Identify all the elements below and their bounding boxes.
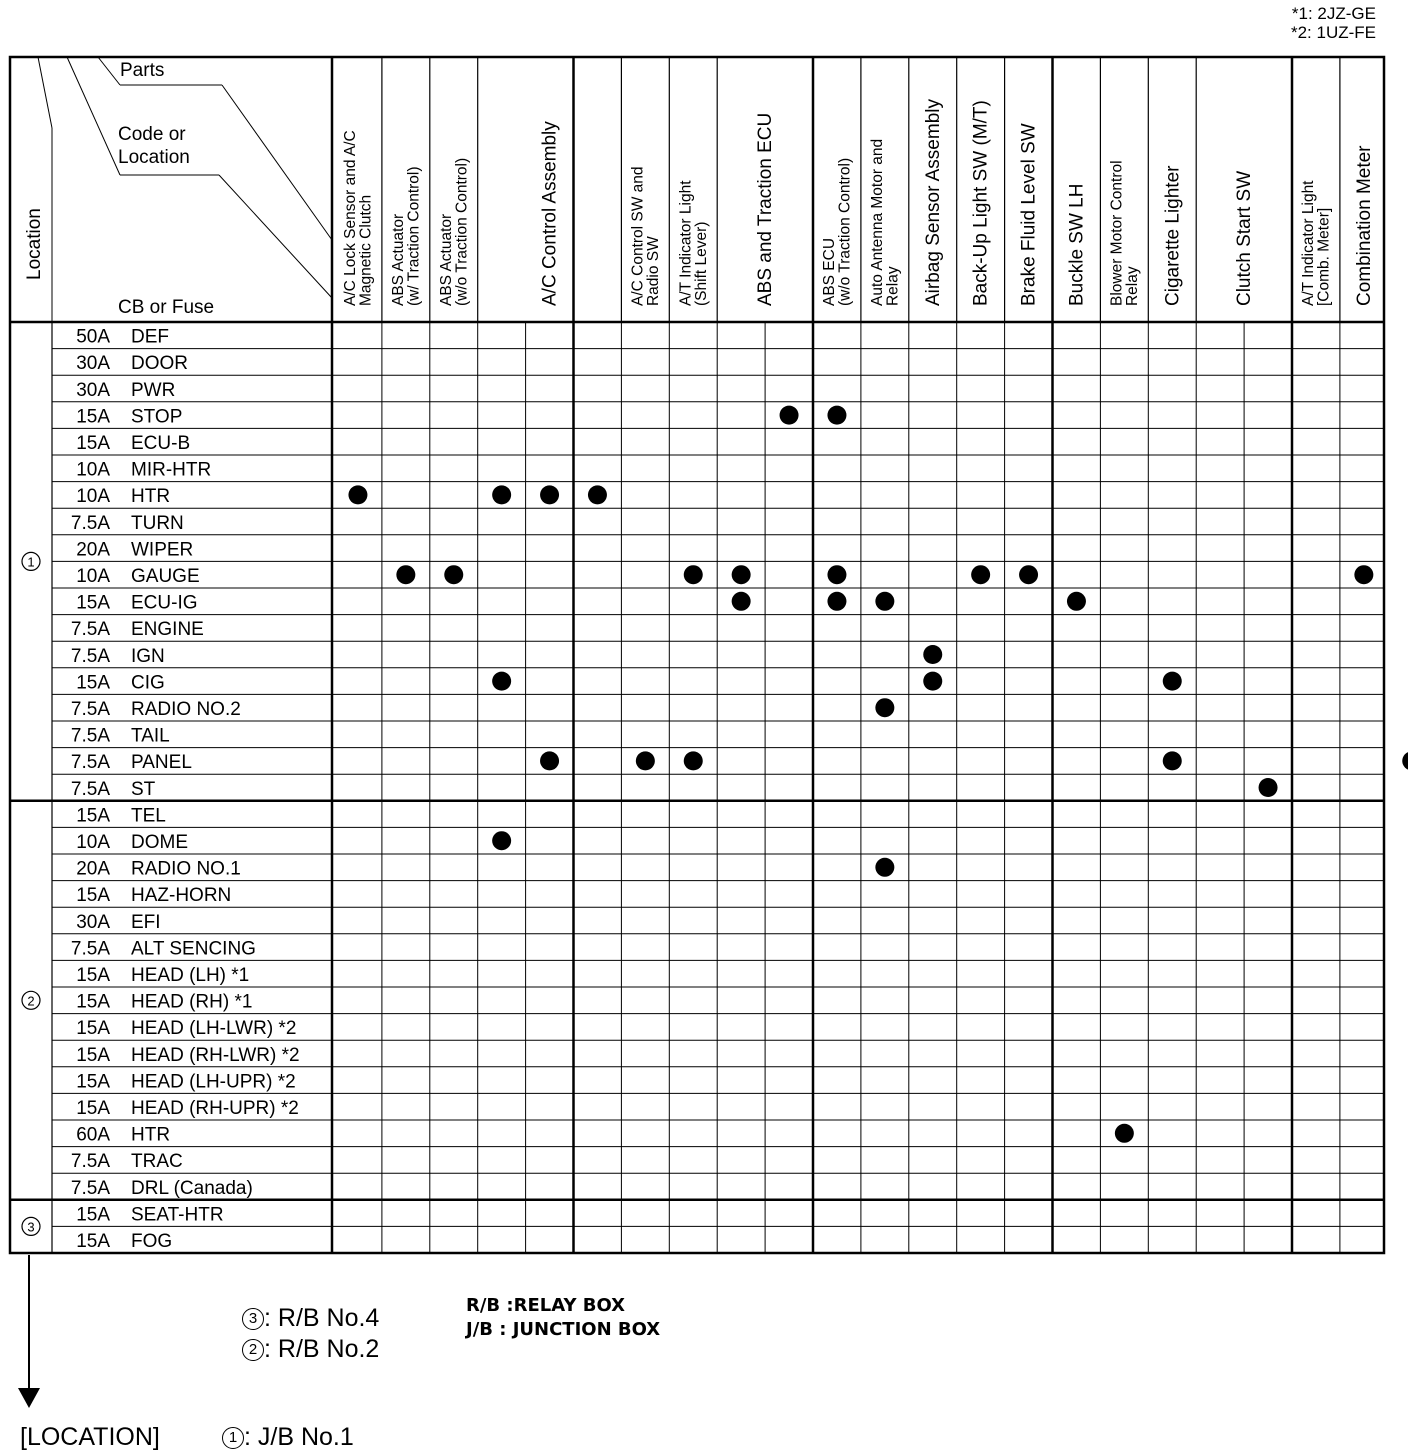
connection-dot: [636, 751, 655, 770]
part-label: (w/o Traction Control): [453, 157, 471, 306]
location-mark: 1: [27, 554, 35, 570]
connection-dot: [1163, 751, 1182, 770]
fuse-ampere: 7.5A: [70, 752, 110, 774]
connection-dot: [827, 565, 846, 584]
connection-dot: [684, 751, 703, 770]
fuse-ampere: 15A: [76, 406, 110, 428]
fuse-ampere: 15A: [76, 1204, 110, 1226]
fuse-ampere: 7.5A: [70, 699, 110, 720]
fuse-ampere: 7.5A: [70, 619, 110, 641]
part-label: ABS Actuator: [390, 213, 408, 306]
connection-dot: [827, 406, 846, 425]
part-label: A/C Control SW and: [629, 166, 647, 306]
part-label: ABS Actuator: [438, 213, 455, 306]
header-diagonal: [219, 175, 332, 298]
fuse-name: MIR-HTR: [131, 459, 212, 481]
fuse-ampere: 30A: [76, 379, 110, 401]
fuse-name: HTR: [131, 486, 171, 508]
fuse-name: ALT SENCING: [131, 938, 256, 960]
fuse-name: HEAD (LH-UPR) *2: [131, 1071, 296, 1093]
part-label: Relay: [884, 266, 902, 306]
connection-dot: [540, 751, 559, 770]
fuse-ampere: 7.5A: [70, 512, 110, 534]
connection-dot: [1067, 592, 1086, 611]
part-label: Radio SW: [645, 236, 663, 306]
part-label: Brake Fluid Level SW: [1018, 123, 1040, 306]
location-mark: 2: [27, 993, 35, 1009]
fuse-name: HTR: [131, 1124, 171, 1146]
fuse-name: STOP: [131, 406, 183, 428]
fuse-name: RADIO NO.1: [131, 858, 241, 880]
connection-dot: [827, 592, 846, 611]
connection-dot: [1115, 1124, 1134, 1143]
fuse-ampere: 15A: [76, 672, 110, 694]
connection-dot: [875, 698, 894, 717]
fuse-ampere: 30A: [76, 353, 110, 375]
part-label: Combination Meter: [1353, 145, 1375, 306]
part-label: A/T Indicator Light: [1300, 180, 1318, 306]
fuse-name: HEAD (RH-UPR) *2: [131, 1098, 299, 1119]
part-label: (Shift Lever): [693, 221, 710, 306]
fuse-name: ST: [131, 778, 156, 800]
header-diagonal: [98, 57, 120, 85]
fuse-name: DRL (Canada): [131, 1177, 253, 1199]
fuse-ampere: 7.5A: [70, 725, 110, 747]
fuse-ampere: 15A: [76, 433, 110, 454]
part-label: (w/ Traction Control): [405, 166, 423, 306]
part-label: Airbag Sensor Assembly: [922, 99, 944, 306]
connection-dot: [923, 645, 942, 664]
fuse-name: TURN: [131, 512, 184, 534]
fuse-ampere: 15A: [76, 592, 110, 614]
part-label: A/C Control Assembly: [539, 121, 561, 306]
part-label: ABS and Traction ECU: [755, 112, 777, 306]
connection-dot: [492, 672, 511, 691]
fuse-ampere: 15A: [76, 1044, 110, 1066]
fuse-ampere: 7.5A: [70, 938, 110, 960]
legend-rb2: [242, 1337, 379, 1362]
fuse-ampere: 20A: [76, 539, 110, 561]
parts-header: Parts: [120, 60, 165, 81]
fuse-name: WIPER: [131, 539, 194, 561]
part-label: Cigarette Lighter: [1162, 165, 1184, 306]
fuse-name: EFI: [131, 911, 161, 933]
fuse-ampere: 10A: [76, 566, 110, 587]
part-label: A/C Lock Sensor and A/C: [342, 130, 360, 306]
part-label: ABS ECU: [821, 237, 839, 306]
part-label: Back-Up Light SW (M/T): [970, 100, 992, 306]
location-header: Location: [24, 208, 45, 280]
header-diagonal: [222, 85, 332, 240]
fuse-ampere: 20A: [76, 858, 110, 880]
circle-number-3-icon: 3: [242, 1308, 264, 1330]
connection-dot: [588, 485, 607, 504]
fuse-name: HEAD (RH) *1: [131, 991, 253, 1013]
fuse-name: TRAC: [131, 1151, 183, 1173]
connection-dot: [1402, 751, 1408, 770]
fuse-ampere: 50A: [76, 326, 110, 348]
arrow-down-icon: [18, 1388, 40, 1408]
fuse-name: ENGINE: [131, 619, 204, 641]
fuse-name: PANEL: [131, 752, 192, 774]
fuse-ampere: 15A: [76, 1098, 110, 1119]
connection-dot: [444, 565, 463, 584]
fuse-name: GAUGE: [131, 566, 200, 587]
fuse-name: HEAD (LH) *1: [131, 965, 250, 986]
fuse-ampere: 15A: [76, 885, 110, 907]
header-diagonal: [38, 57, 52, 128]
fuse-name: DOME: [131, 832, 188, 853]
connection-dot: [1354, 565, 1373, 584]
connection-dot: [1163, 672, 1182, 691]
legend-location-label: [LOCATION]: [20, 1423, 160, 1451]
fuse-name: TAIL: [131, 725, 170, 747]
connection-dot: [396, 565, 415, 584]
fuse-ampere: 10A: [76, 459, 110, 481]
part-label: Relay: [1124, 266, 1142, 306]
connection-dot: [732, 565, 751, 584]
footnote-2: *2: 1UZ-FE: [1290, 23, 1376, 42]
legend-rb4-text: : R/B No.4: [264, 1304, 380, 1332]
fuse-ampere: 10A: [76, 486, 110, 508]
legend-junction-box: J/B : JUNCTION BOX: [466, 1319, 661, 1340]
part-label: Buckle SW LH: [1066, 183, 1088, 306]
part-label: (w/o Traction Control): [836, 157, 854, 306]
connection-dot: [540, 485, 559, 504]
fuse-ampere: 10A: [76, 832, 110, 853]
connection-dot: [348, 485, 367, 504]
fuse-ampere: 15A: [76, 965, 110, 986]
fuse-name: PWR: [131, 379, 176, 401]
fuse-ampere: 30A: [76, 911, 110, 933]
legend-relay-box: R/B :RELAY BOX: [466, 1295, 626, 1316]
cb-fuse-header: CB or Fuse: [118, 297, 215, 318]
circle-number-2-icon: 2: [242, 1339, 264, 1361]
fuse-ampere: 60A: [76, 1124, 110, 1146]
fuse-name: TEL: [131, 805, 166, 827]
legend-rb4: [242, 1306, 379, 1331]
fuse-name: SEAT-HTR: [131, 1204, 224, 1226]
legend-jb1-text: : J/B No.1: [244, 1423, 354, 1451]
location-arrow-line: [28, 1255, 30, 1390]
circle-number-1-icon: 1: [222, 1427, 244, 1449]
part-label: Auto Antenna Motor and: [869, 138, 887, 306]
fuse-name: ECU-B: [131, 433, 191, 454]
fuse-name: HAZ-HORN: [131, 885, 232, 907]
connection-dot: [684, 565, 703, 584]
location-mark: 3: [27, 1219, 35, 1235]
part-label: Clutch Start SW: [1234, 170, 1256, 306]
footnote-1: *1: 2JZ-GE: [1291, 4, 1376, 23]
fuse-name: IGN: [131, 645, 165, 667]
connection-dot: [492, 485, 511, 504]
connection-dot: [971, 565, 990, 584]
connection-dot: [492, 831, 511, 850]
fuse-name: CIG: [131, 672, 165, 694]
fuse-ampere: 15A: [76, 1231, 110, 1252]
connection-dot: [1259, 778, 1278, 797]
fuse-ampere: 15A: [76, 805, 110, 827]
fuse-ampere: 15A: [76, 1071, 110, 1093]
legend-rb2-text: : R/B No.2: [264, 1335, 380, 1363]
connection-dot: [780, 406, 799, 425]
fuse-ampere: 15A: [76, 1018, 110, 1040]
fuse-ampere: 15A: [76, 991, 110, 1013]
fuse-name: DEF: [131, 326, 169, 348]
part-label: A/T Indicator Light: [677, 180, 695, 306]
fuse-name: DOOR: [131, 353, 188, 375]
connection-dot: [732, 592, 751, 611]
fuse-name: RADIO NO.2: [131, 699, 241, 720]
connection-dot: [875, 592, 894, 611]
code-header-line1: Code or: [118, 124, 186, 145]
part-label: Blower Motor Control: [1108, 160, 1126, 306]
code-header-line2: Location: [118, 147, 190, 168]
connection-dot: [875, 858, 894, 877]
connection-dot: [1019, 565, 1038, 584]
legend-jb1: [222, 1425, 354, 1450]
part-label: [Comb. Meter]: [1315, 207, 1333, 306]
connection-dot: [923, 672, 942, 691]
part-label: Magnetic Clutch: [357, 194, 375, 306]
fuse-name: ECU-IG: [131, 592, 198, 614]
fuse-ampere: 7.5A: [70, 778, 110, 800]
fuse-name: HEAD (LH-LWR) *2: [131, 1018, 297, 1040]
fuse-name: FOG: [131, 1231, 173, 1252]
fuse-name: HEAD (RH-LWR) *2: [131, 1044, 300, 1066]
fuse-ampere: 7.5A: [70, 1151, 110, 1173]
fuse-ampere: 7.5A: [70, 1177, 110, 1199]
fuse-ampere: 7.5A: [70, 645, 110, 667]
